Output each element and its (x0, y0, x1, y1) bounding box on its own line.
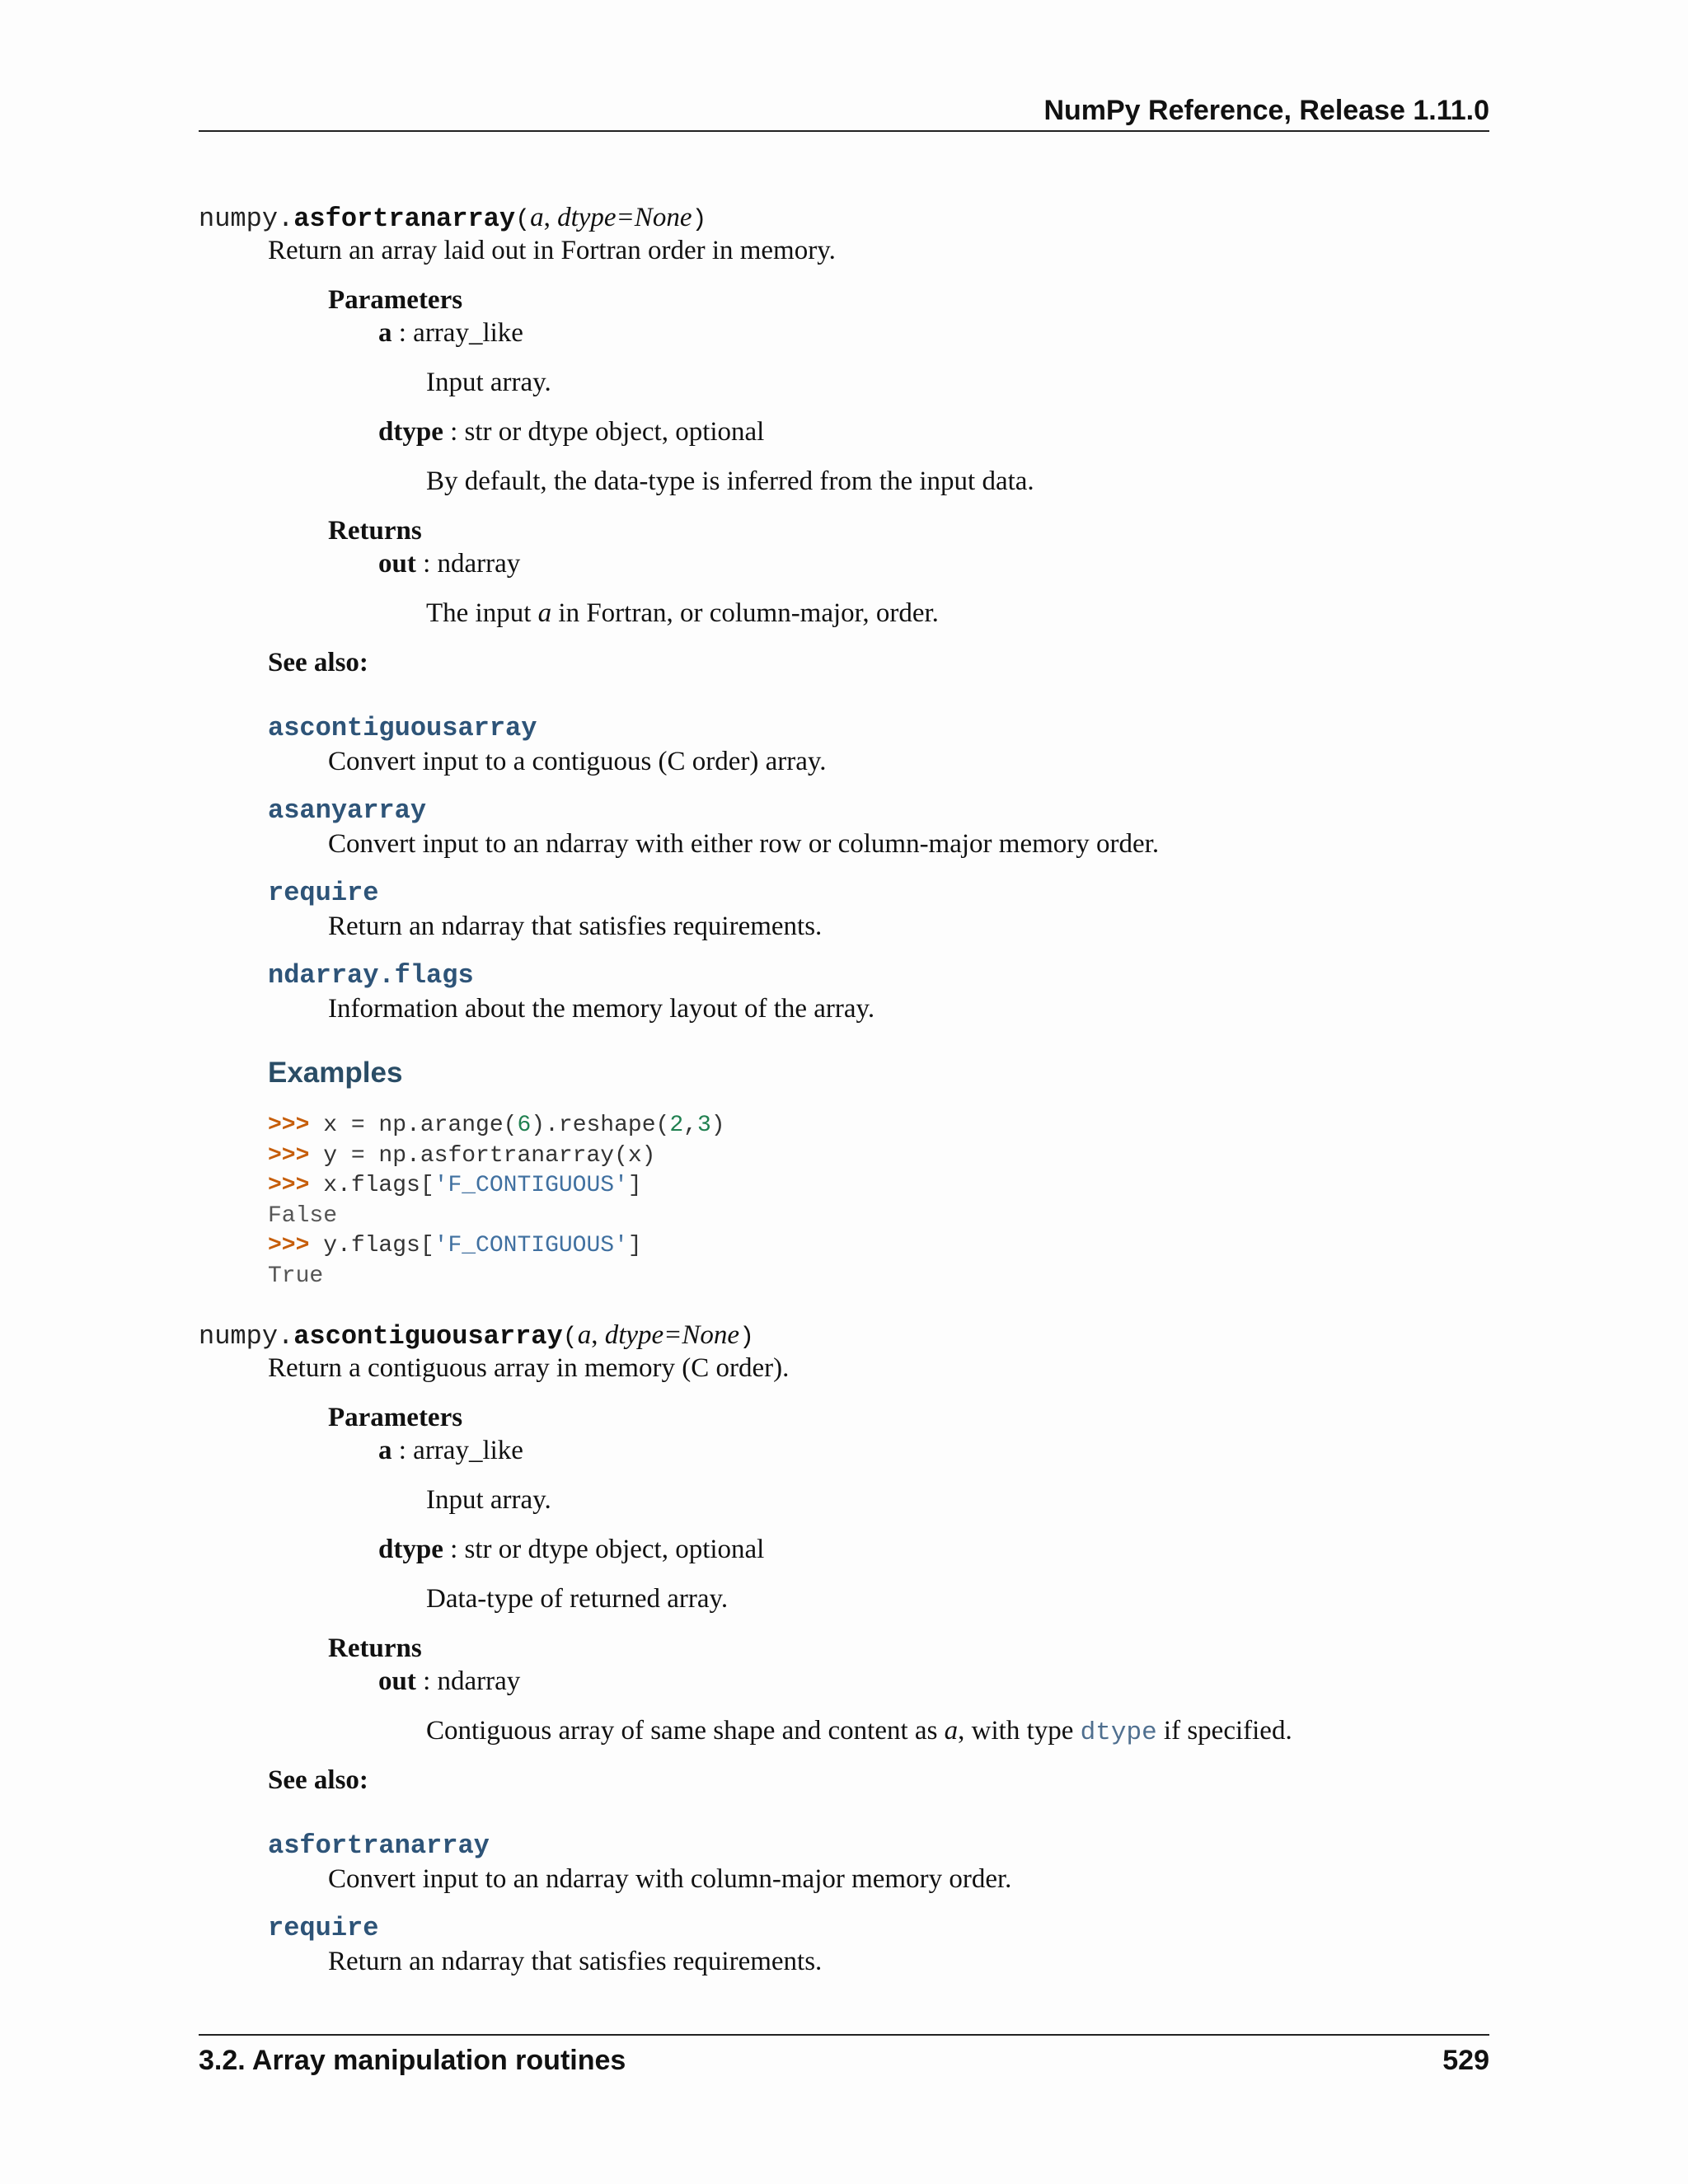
param-name: dtype (378, 1535, 443, 1564)
return-description (426, 597, 939, 630)
param-type: : str or dtype object, optional (443, 1535, 765, 1564)
return-desc-code-literal[interactable]: dtype (1080, 1718, 1157, 1747)
see-also-description: Convert input to a contiguous (C order) array. (328, 747, 827, 776)
examples-code-block (268, 1111, 725, 1292)
function-summary: Return a contiguous array in memory (C order). (268, 1353, 790, 1383)
signature-separator: , (591, 1320, 605, 1350)
see-also-description: Return an ndarray that satisfies requirements. (328, 912, 823, 941)
param-a (378, 316, 523, 349)
return-desc-text: , with type (958, 1716, 1081, 1746)
code-string: 'F_CONTIGUOUS' (434, 1233, 628, 1259)
param-dtype-description: By default, the data-type is inferred from the input data. (426, 466, 1034, 496)
prompt-marker: >>> (268, 1233, 324, 1259)
param-name: dtype (378, 417, 443, 447)
function-summary: Return an array laid out in Fortran order in memory. (268, 236, 836, 265)
signature-module: numpy. (199, 1321, 294, 1352)
code-text: ).reshape( (531, 1113, 670, 1138)
see-also-link-ascontiguousarray[interactable]: ascontiguousarray (268, 713, 537, 743)
returns-heading: Returns (328, 516, 422, 546)
code-text: x.flags[ (323, 1173, 434, 1199)
code-line (268, 1143, 655, 1169)
return-desc-var: a (944, 1716, 959, 1746)
return-name: out (378, 549, 416, 579)
signature-open-paren: ( (515, 206, 531, 234)
code-text: ] (627, 1233, 642, 1259)
header-rule (199, 130, 1489, 132)
param-dtype (378, 1533, 764, 1566)
signature-module: numpy. (199, 204, 294, 234)
see-also-description: Information about the memory layout of the array. (328, 994, 875, 1024)
return-out (378, 547, 520, 580)
return-name: out (378, 1666, 416, 1696)
see-also-description: Return an ndarray that satisfies requirements. (328, 1947, 823, 1976)
return-type: : ndarray (415, 549, 521, 579)
signature-arg-dtype: dtype=None (604, 1320, 740, 1350)
param-a (378, 1434, 523, 1467)
see-also-link-asfortranarray[interactable]: asfortranarray (268, 1830, 490, 1861)
examples-heading: Examples (268, 1057, 403, 1089)
param-dtype (378, 415, 764, 448)
return-desc-var: a (537, 598, 552, 628)
footer-rule (199, 2034, 1489, 2036)
return-desc-text: The input (426, 598, 538, 628)
signature-open-paren: ( (562, 1324, 578, 1352)
code-line (268, 1233, 642, 1258)
signature-close-paren: ) (739, 1324, 755, 1352)
code-text: ] (627, 1173, 642, 1199)
return-desc-text: Contiguous array of same shape and content as (426, 1716, 945, 1746)
param-type: : array_like (392, 318, 523, 348)
signature-function-name[interactable]: ascontiguousarray (293, 1321, 563, 1352)
code-line (268, 1113, 725, 1138)
code-number: 6 (517, 1113, 532, 1138)
return-desc-text: in Fortran, or column-major, order. (551, 598, 939, 628)
function-signature-asfortranarray (199, 201, 706, 237)
see-also-heading: See also: (268, 648, 368, 677)
param-a-description: Input array. (426, 1485, 551, 1515)
function-signature-ascontiguousarray (199, 1319, 754, 1354)
code-string: 'F_CONTIGUOUS' (434, 1173, 628, 1199)
return-desc-text: if specified. (1156, 1716, 1292, 1746)
see-also-description: Convert input to an ndarray with either row or column-major memory order. (328, 829, 1160, 859)
param-type: : str or dtype object, optional (443, 417, 765, 447)
parameters-heading: Parameters (328, 1403, 463, 1432)
see-also-link-ndarray-flags[interactable]: ndarray.flags (268, 960, 474, 991)
see-also-link-asanyarray[interactable]: asanyarray (268, 795, 427, 826)
param-a-description: Input array. (426, 368, 551, 397)
param-name: a (378, 318, 392, 348)
running-header: NumPy Reference, Release 1.11.0 (1043, 95, 1489, 126)
parameters-heading: Parameters (328, 285, 463, 315)
signature-function-name[interactable]: asfortranarray (293, 204, 516, 234)
see-also-link-require[interactable]: require (268, 1913, 379, 1943)
code-text: x = np.arange( (323, 1113, 518, 1138)
see-also-description: Convert input to an ndarray with column-major memory order. (328, 1864, 1012, 1894)
return-description (426, 1714, 1292, 1750)
signature-separator: , (543, 203, 558, 232)
code-text: y = np.asfortranarray(x) (323, 1142, 656, 1169)
return-type: : ndarray (415, 1666, 521, 1696)
prompt-marker: >>> (268, 1142, 324, 1169)
code-text: y.flags[ (323, 1233, 434, 1259)
param-name: a (378, 1436, 392, 1465)
see-also-link-require[interactable]: require (268, 878, 379, 908)
prompt-marker: >>> (268, 1113, 324, 1138)
code-output: True (268, 1263, 324, 1289)
code-text: , (683, 1113, 697, 1138)
param-type: : array_like (392, 1436, 523, 1465)
signature-arg-dtype: dtype=None (557, 203, 692, 232)
return-out (378, 1665, 520, 1698)
running-footer (199, 2042, 1489, 2079)
param-dtype-description: Data-type of returned array. (426, 1584, 729, 1614)
code-line (268, 1173, 642, 1198)
page-number: 529 (1442, 2045, 1489, 2076)
signature-arg-a: a (530, 203, 544, 232)
code-output: False (268, 1202, 338, 1229)
code-number: 3 (696, 1113, 711, 1138)
code-number: 2 (669, 1113, 684, 1138)
signature-close-paren: ) (692, 206, 707, 234)
prompt-marker: >>> (268, 1173, 324, 1199)
signature-arg-a: a (577, 1320, 592, 1350)
footer-section-title: 3.2. Array manipulation routines (199, 2045, 626, 2076)
returns-heading: Returns (328, 1633, 422, 1663)
code-text: ) (710, 1113, 725, 1138)
see-also-heading: See also: (268, 1765, 368, 1795)
